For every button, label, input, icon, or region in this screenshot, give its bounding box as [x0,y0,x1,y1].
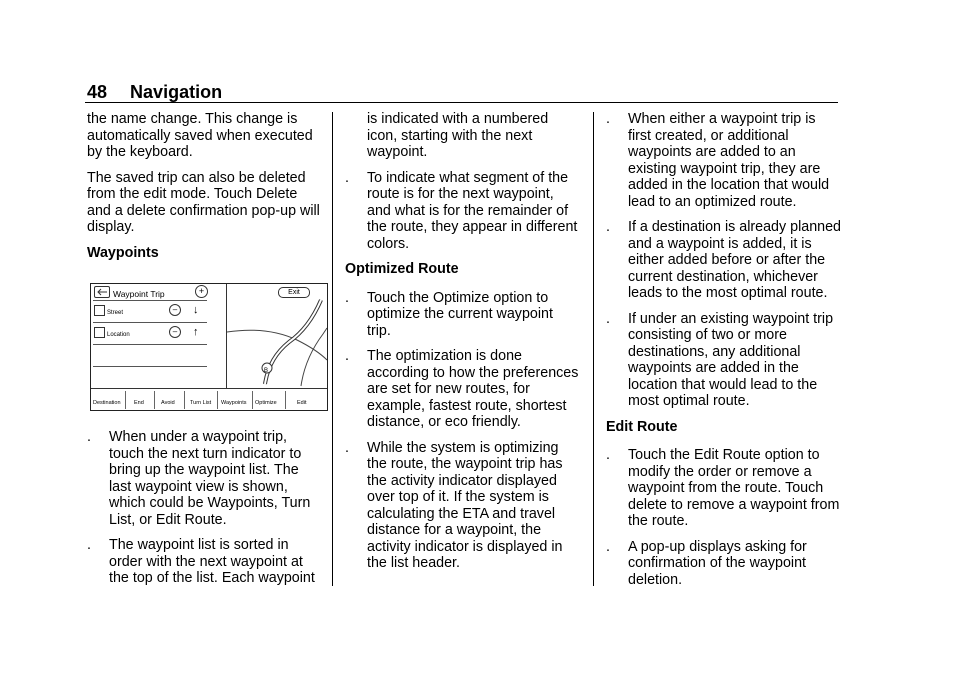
waypoint-trip-screenshot [90,283,328,411]
bullet-text: The waypoint list is sorted in order with the next waypoint at the top of the list. Each waypoint [109,537,315,586]
bullet-item [345,290,580,340]
header-rule [85,102,838,103]
column-1 [87,111,322,596]
bullet-item [345,348,580,431]
column-divider-2 [593,112,594,586]
bullet-item [606,111,841,210]
bottom-button-bar [91,388,327,411]
bullet-text: To indicate what segment of the route is for the next waypoint, and what is for the remainder of the route, they appear in different colors. [367,169,578,252]
bullet-dot: . [345,169,349,186]
list-item-label: Location [107,332,130,338]
bullet-text: If a destination is already planned and a waypoint is added, it is either added before or after the current destination, whichever leads to the most optimal route. [628,219,842,301]
screen-title: Waypoint Trip [113,289,165,299]
bullet-text: Touch the Optimize option to optimize the current waypoint trip. [367,289,553,339]
list-item [93,300,207,320]
bullet-dot: . [87,537,91,553]
move-up-icon: ↑ [193,326,199,338]
bullet-text: When under a waypoint trip, touch the next turn indicator to bring up the waypoint list. The last waypoint view is shown, which could be Waypoints, Turn List, or Edit Route. [109,429,311,528]
add-waypoint-icon: + [195,285,208,298]
column-3 [606,111,841,597]
bullet-dot: . [606,310,610,327]
subheading-optimized-route: Optimized Route [345,261,459,277]
turn-list-button: Turn List [190,400,212,406]
bullet-item [606,447,841,530]
avoid-button: Avoid [161,400,175,406]
page-number: 48 [87,82,108,102]
exit-button: Exit [278,287,310,298]
bullet-text: If under an existing waypoint trip consisting of two or more destinations, any additional waypoints are added in the location that would lead to the most optimal route. [628,310,834,409]
column-2 [345,111,580,581]
bullet-text: The optimization is done according to how the preferences are set for new routes, for example, fastest route, shortest distance, or eco friendly. [367,348,579,430]
bullet-text: When either a waypoint trip is first created, or additional waypoints are added to an existing waypoint trip, they are added in the location that would lead to an optimized route. [628,111,830,210]
bullet-dot: . [345,348,349,364]
list-item-label: Street [107,310,124,316]
bullet-item [87,429,322,528]
bullet-dot: . [345,289,349,306]
destination-button: Destination [93,400,121,406]
back-arrow-icon [94,286,110,298]
bullet-item [345,440,580,572]
button-separator [217,391,218,409]
bullet-dot: . [606,447,610,463]
bullet-continuation: is indicated with a numbered icon, starting with the next waypoint. [367,111,549,160]
bullet-dot: . [606,111,610,127]
column-divider-1 [332,112,333,586]
button-separator [184,391,185,409]
bullet-dot: . [606,219,610,235]
optimize-button: Optimize [255,400,277,406]
bullet-dot: . [345,439,349,456]
bullet-text: While the system is optimizing the route, the waypoint trip has the activity indicator displayed over top of it. If the system is calculating the ETA and travel distance for a waypoint, the activity indicator is displayed in the list header. [367,439,563,571]
bullet-text: A pop-up displays asking for confirmation of the waypoint deletion. [628,538,807,588]
bullet-item [87,537,322,587]
bullet-dot: . [606,538,610,555]
route-map [227,298,327,388]
subheading-edit-route: Edit Route [606,418,678,435]
bullet-dot: . [87,429,91,445]
checkbox-icon [94,305,105,316]
button-separator [252,391,253,409]
paragraph: the name change. This change is automatically saved when executed by the keyboard. [87,111,313,160]
list-item [93,366,207,386]
bullet-text: Touch the Edit Route option to modify the order or remove a waypoint from the route. Touch delete to remove a waypoint from the route. [628,447,840,529]
button-separator [125,391,126,409]
bullet-item [606,311,841,410]
waypoints-button: Waypoints [221,400,247,406]
list-item [93,344,207,364]
bullet-item [345,170,580,253]
subheading-waypoints: Waypoints [87,244,159,261]
paragraph: The saved trip can also be deleted from the edit mode. Touch Delete and a delete confirmation pop-up will display. [87,169,320,235]
section-title: Navigation [130,82,223,102]
remove-icon: – [169,326,181,338]
waypoint-marker-label: B [264,368,269,374]
edit-button: Edit [297,400,307,406]
button-separator [285,391,286,409]
end-button: End [134,400,144,406]
waypoint-list [93,300,207,386]
page-header [87,82,222,103]
remove-icon: – [169,304,181,316]
bullet-item [606,219,841,302]
button-separator [154,391,155,409]
move-down-icon: ↓ [193,304,199,316]
list-item [93,322,207,342]
checkbox-icon [94,327,105,338]
bullet-item [606,539,841,589]
